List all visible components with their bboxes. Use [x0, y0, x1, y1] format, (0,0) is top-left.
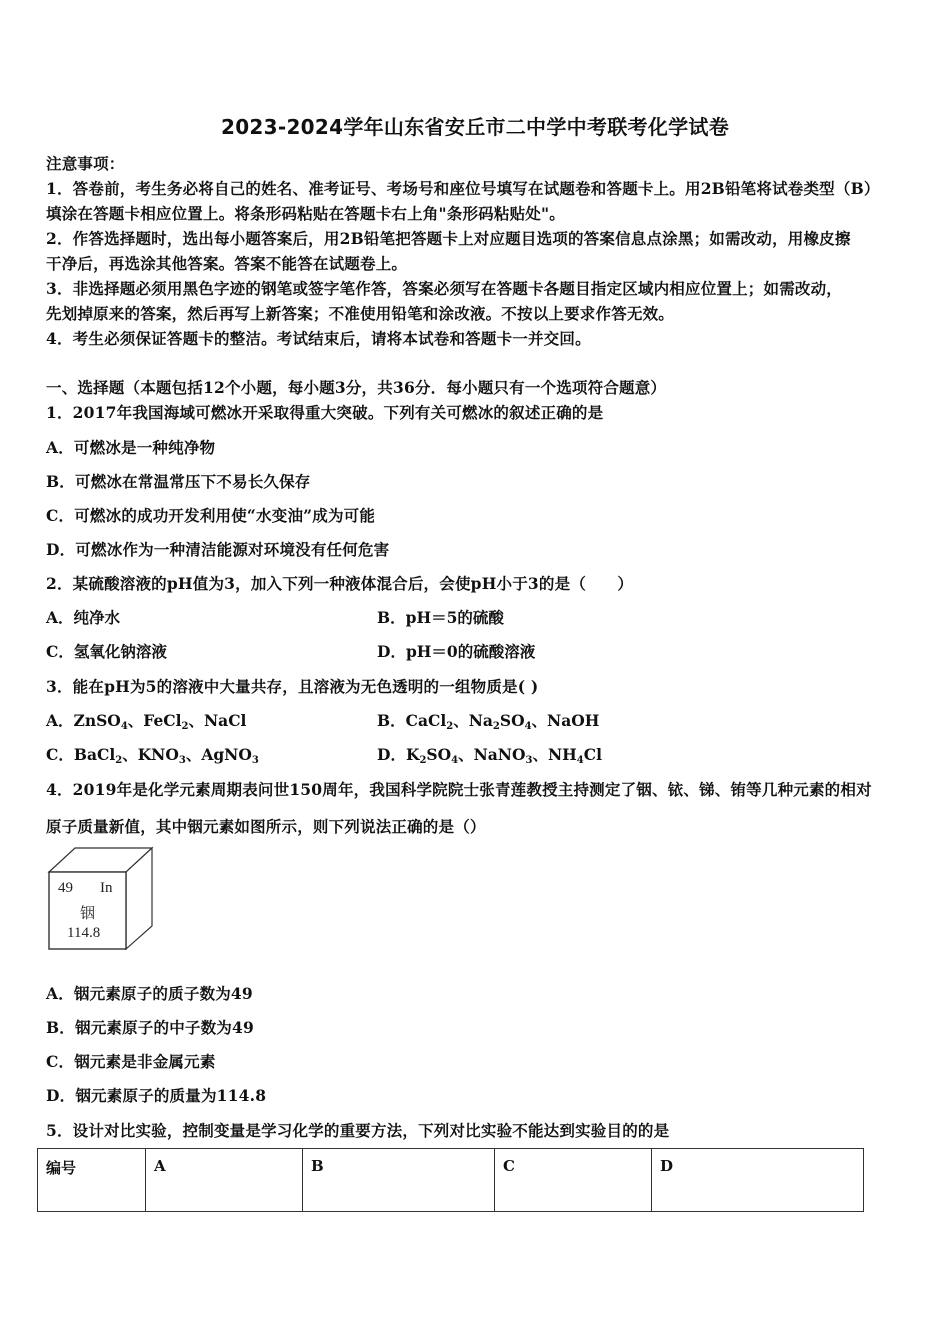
- notice-line: 先划掉原来的答案，然后再写上新答案；不准使用铅笔和涂改液。不按以上要求作答无效。: [46, 304, 675, 323]
- question-3-stem: 3．能在pH为5的溶液中大量共存，且溶液为无色透明的一组物质是( ): [46, 677, 539, 696]
- element-name: 铟: [80, 904, 96, 922]
- q2-option-d: D．pH＝0的硫酸溶液: [377, 642, 536, 661]
- question-1-stem: 1．2017年我国海域可燃冰开采取得重大突破。下列有关可燃冰的叙述正确的是: [46, 403, 604, 422]
- atomic-mass: 114.8: [67, 925, 101, 941]
- notice-line: 2．作答选择题时，选出每小题答案后，用2B铅笔把答题卡上对应题目选项的答案信息点涂黑；如需改动，用橡皮擦: [46, 229, 851, 248]
- q3-option-label: B．: [377, 711, 406, 730]
- question-2-stem: 2．某硫酸溶液的pH值为3，加入下列一种液体混合后，会使pH小于3的是（ ）: [46, 574, 634, 593]
- notice-line: 填涂在答题卡相应位置上。将条形码粘贴在答题卡右上角"条形码粘贴处"。: [46, 204, 565, 223]
- notice-line: 1．答卷前，考生务必将自己的姓名、准考证号、考场号和座位号填写在试题卷和答题卡上。用2B铅笔将试卷类型（B）: [46, 179, 880, 198]
- q2-option-c: C．氢氧化钠溶液: [46, 642, 167, 661]
- notice-line: 干净后，再选涂其他答案。答案不能答在试题卷上。: [46, 254, 408, 273]
- experiment-table: [37, 1148, 864, 1212]
- table-header-cell: C: [495, 1149, 652, 1212]
- element-cube-outline: [46, 846, 156, 952]
- q1-option-d: D．可燃冰作为一种清洁能源对环境没有任何危害: [46, 540, 390, 559]
- q4-option-a: A．铟元素原子的质子数为49: [46, 984, 253, 1003]
- notice-line: 3．非选择题必须用黑色字迹的钢笔或签字笔作答，答案必须写在答题卡各题目指定区域内相应位置上；如需改动，: [46, 279, 842, 298]
- q4-option-c: C．铟元素是非金属元素: [46, 1052, 216, 1071]
- atomic-number: 49: [58, 880, 73, 896]
- element-symbol: In: [100, 880, 113, 896]
- q3-option-label: D．: [377, 745, 406, 764]
- q1-option-c: C．可燃冰的成功开发利用使“水变油”成为可能: [46, 506, 376, 525]
- q3-option-label: C．: [46, 745, 74, 764]
- q4-option-b: B．铟元素原子的中子数为49: [46, 1018, 254, 1037]
- table-header-cell: B: [303, 1149, 495, 1212]
- section-heading: 一、选择题（本题包括12个小题，每小题3分，共36分．每小题只有一个选项符合题意）: [46, 378, 667, 397]
- question-4-stem-cont: 原子质量新值，其中铟元素如图所示，则下列说法正确的是（）: [46, 817, 486, 836]
- table-header-cell: D: [652, 1149, 864, 1212]
- notice-heading: 注意事项：: [46, 154, 125, 173]
- q3-option-a: A．ZnSO$_4$、FeCl$_2$、NaCl: [46, 711, 247, 732]
- q4-option-d: D．铟元素原子的质量为114.8: [46, 1086, 267, 1105]
- q1-option-b: B．可燃冰在常温常压下不易长久保存: [46, 472, 311, 491]
- q1-option-a: A．可燃冰是一种纯净物: [46, 438, 216, 457]
- q3-option-c: C．BaCl$_2$、$KNO_3$、AgNO$_3$: [46, 745, 259, 766]
- question-4-stem: 4．2019年是化学元素周期表问世150周年，我国科学院院士张青莲教授主持测定了铟、铱、锑、铕等几种元素的相对: [46, 780, 872, 799]
- page-title: 2023-2024学年山东省安丘市二中学中考联考化学试卷: [220, 115, 730, 139]
- q3-option-d: D．$K_2SO_4$、NaNO$_3$、$NH_4Cl$: [377, 745, 602, 766]
- q3-option-b: B．CaCl$_2$、$Na_2SO_4$、NaOH: [377, 711, 600, 732]
- table-header-cell: A: [146, 1149, 303, 1212]
- q2-option-b: B．pH＝5的硫酸: [377, 608, 504, 627]
- indium-element-card: [46, 846, 156, 952]
- question-5-stem: 5．设计对比实验，控制变量是学习化学的重要方法，下列对比实验不能达到实验目的的是: [46, 1121, 670, 1140]
- table-header-row: [38, 1149, 864, 1212]
- q3-option-label: A．: [46, 711, 74, 730]
- table-header-cell: 编号: [38, 1149, 146, 1212]
- q2-option-a: A．纯净水: [46, 608, 121, 627]
- notice-line: 4．考生必须保证答题卡的整洁。考试结束后，请将本试卷和答题卡一并交回。: [46, 329, 591, 348]
